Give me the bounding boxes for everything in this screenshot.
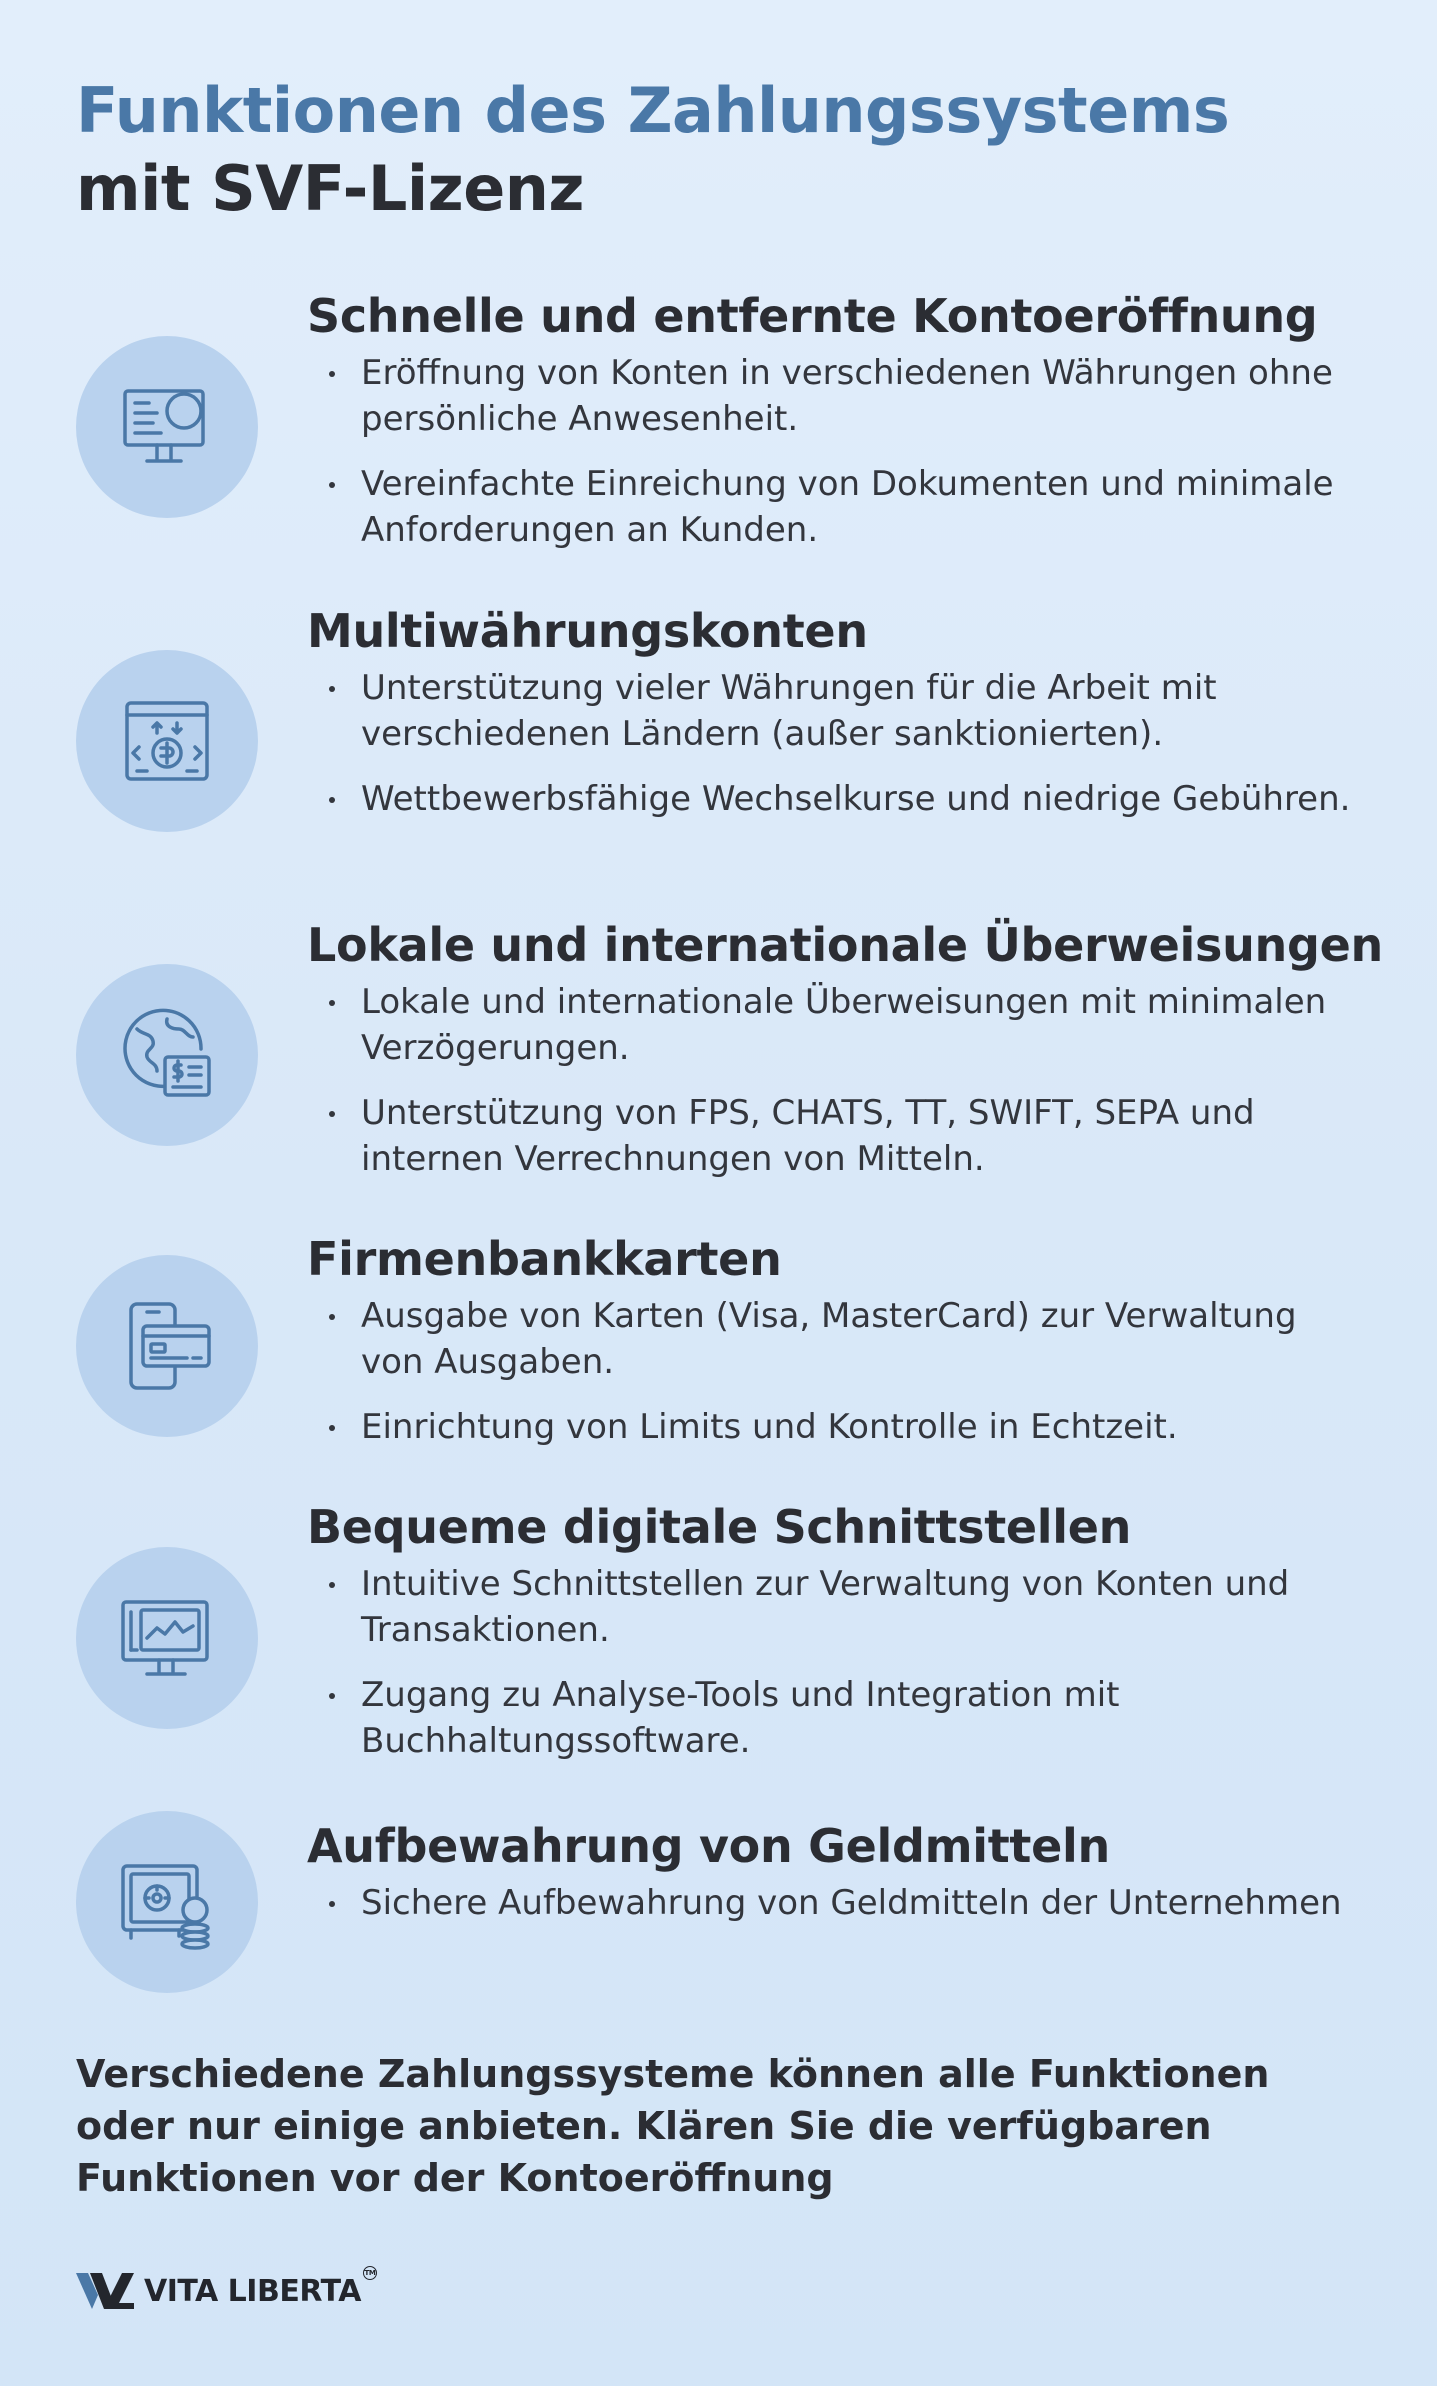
bullet-text: Vereinfachte Einreichung von Dokumenten und minimale Anforderungen an Kunden. <box>361 464 1334 550</box>
bullet-text: Einrichtung von Limits und Kontrolle in Echtzeit. <box>361 1407 1178 1447</box>
trademark-mark: TM <box>363 2266 377 2280</box>
list-item <box>307 1672 1367 1764</box>
title-line-1: Funktionen des Zahlungssystems <box>76 74 1230 147</box>
bullet-dot-icon <box>329 1111 335 1117</box>
bullet-dot-icon <box>329 1000 335 1006</box>
feature-title: Bequeme digitale Schnittstellen <box>307 1500 1132 1554</box>
computer-account-icon <box>76 336 258 518</box>
bullet-text: Eröffnung von Konten in verschiedenen Währungen ohne persönliche Anwesenheit. <box>361 353 1333 439</box>
list-item <box>307 1561 1367 1653</box>
bullet-dot-icon <box>329 1901 335 1907</box>
bullet-dot-icon <box>329 1693 335 1699</box>
bullet-list <box>307 979 1367 1201</box>
vita-liberta-logo <box>76 2266 376 2316</box>
bullet-list <box>307 1293 1367 1469</box>
bullet-dot-icon <box>329 1582 335 1588</box>
globe-transfer-icon <box>76 964 258 1146</box>
bullet-list <box>307 1561 1367 1783</box>
list-item <box>307 1880 1367 1926</box>
bullet-text: Sichere Aufbewahrung von Geldmitteln der Unternehmen <box>361 1883 1342 1923</box>
bullet-dot-icon <box>329 371 335 377</box>
list-item <box>307 1404 1367 1450</box>
bullet-dot-icon <box>329 1314 335 1320</box>
bullet-text: Unterstützung vieler Währungen für die Arbeit mit verschiedenen Ländern (außer sanktionierten). <box>361 668 1217 754</box>
list-item <box>307 1293 1367 1385</box>
feature-title: Aufbewahrung von Geldmitteln <box>307 1819 1110 1873</box>
bullet-text: Unterstützung von FPS, CHATS, TT, SWIFT, SEPA und internen Verrechnungen von Mitteln. <box>361 1093 1255 1179</box>
feature-title: Multiwährungskonten <box>307 604 868 658</box>
bullet-dot-icon <box>329 797 335 803</box>
bullet-list <box>307 1880 1367 1945</box>
bullet-text: Lokale und internationale Überweisungen mit minimalen Verzögerungen. <box>361 982 1327 1068</box>
phone-card-icon <box>76 1255 258 1437</box>
bullet-dot-icon <box>329 686 335 692</box>
safe-coins-icon <box>76 1811 258 1993</box>
page-title <box>76 72 1229 228</box>
bullet-dot-icon <box>329 482 335 488</box>
list-item <box>307 665 1367 757</box>
logo-wordmark: VITA LIBERTA <box>144 2273 361 2309</box>
logo-mark-icon <box>76 2269 134 2313</box>
bullet-text: Zugang zu Analyse-Tools und Integration mit Buchhaltungssoftware. <box>361 1675 1120 1761</box>
bullet-list <box>307 665 1367 841</box>
logo-text <box>144 2268 376 2309</box>
feature-title: Firmenbankkarten <box>307 1232 782 1286</box>
bullet-dot-icon <box>329 1425 335 1431</box>
list-item <box>307 776 1367 822</box>
list-item <box>307 1090 1367 1182</box>
bullet-list <box>307 350 1367 572</box>
list-item <box>307 979 1367 1071</box>
bullet-text: Ausgabe von Karten (Visa, MasterCard) zur Verwaltung von Ausgaben. <box>361 1296 1297 1382</box>
list-item <box>307 461 1367 553</box>
feature-title: Lokale und internationale Überweisungen <box>307 918 1383 972</box>
currency-exchange-icon <box>76 650 258 832</box>
bullet-text: Intuitive Schnittstellen zur Verwaltung von Konten und Transaktionen. <box>361 1564 1290 1650</box>
monitor-chart-icon <box>76 1547 258 1729</box>
title-line-2: mit SVF-Lizenz <box>76 152 585 225</box>
footnote: Verschiedene Zahlungssysteme können alle Funktionen oder nur einige anbieten. Klären Sie die verfügbaren Funktionen vor der Kontoeröffnung <box>76 2052 1270 2200</box>
feature-title: Schnelle und entfernte Kontoeröffnung <box>307 289 1318 343</box>
bullet-text: Wettbewerbsfähige Wechselkurse und niedrige Gebühren. <box>361 779 1351 819</box>
list-item <box>307 350 1367 442</box>
